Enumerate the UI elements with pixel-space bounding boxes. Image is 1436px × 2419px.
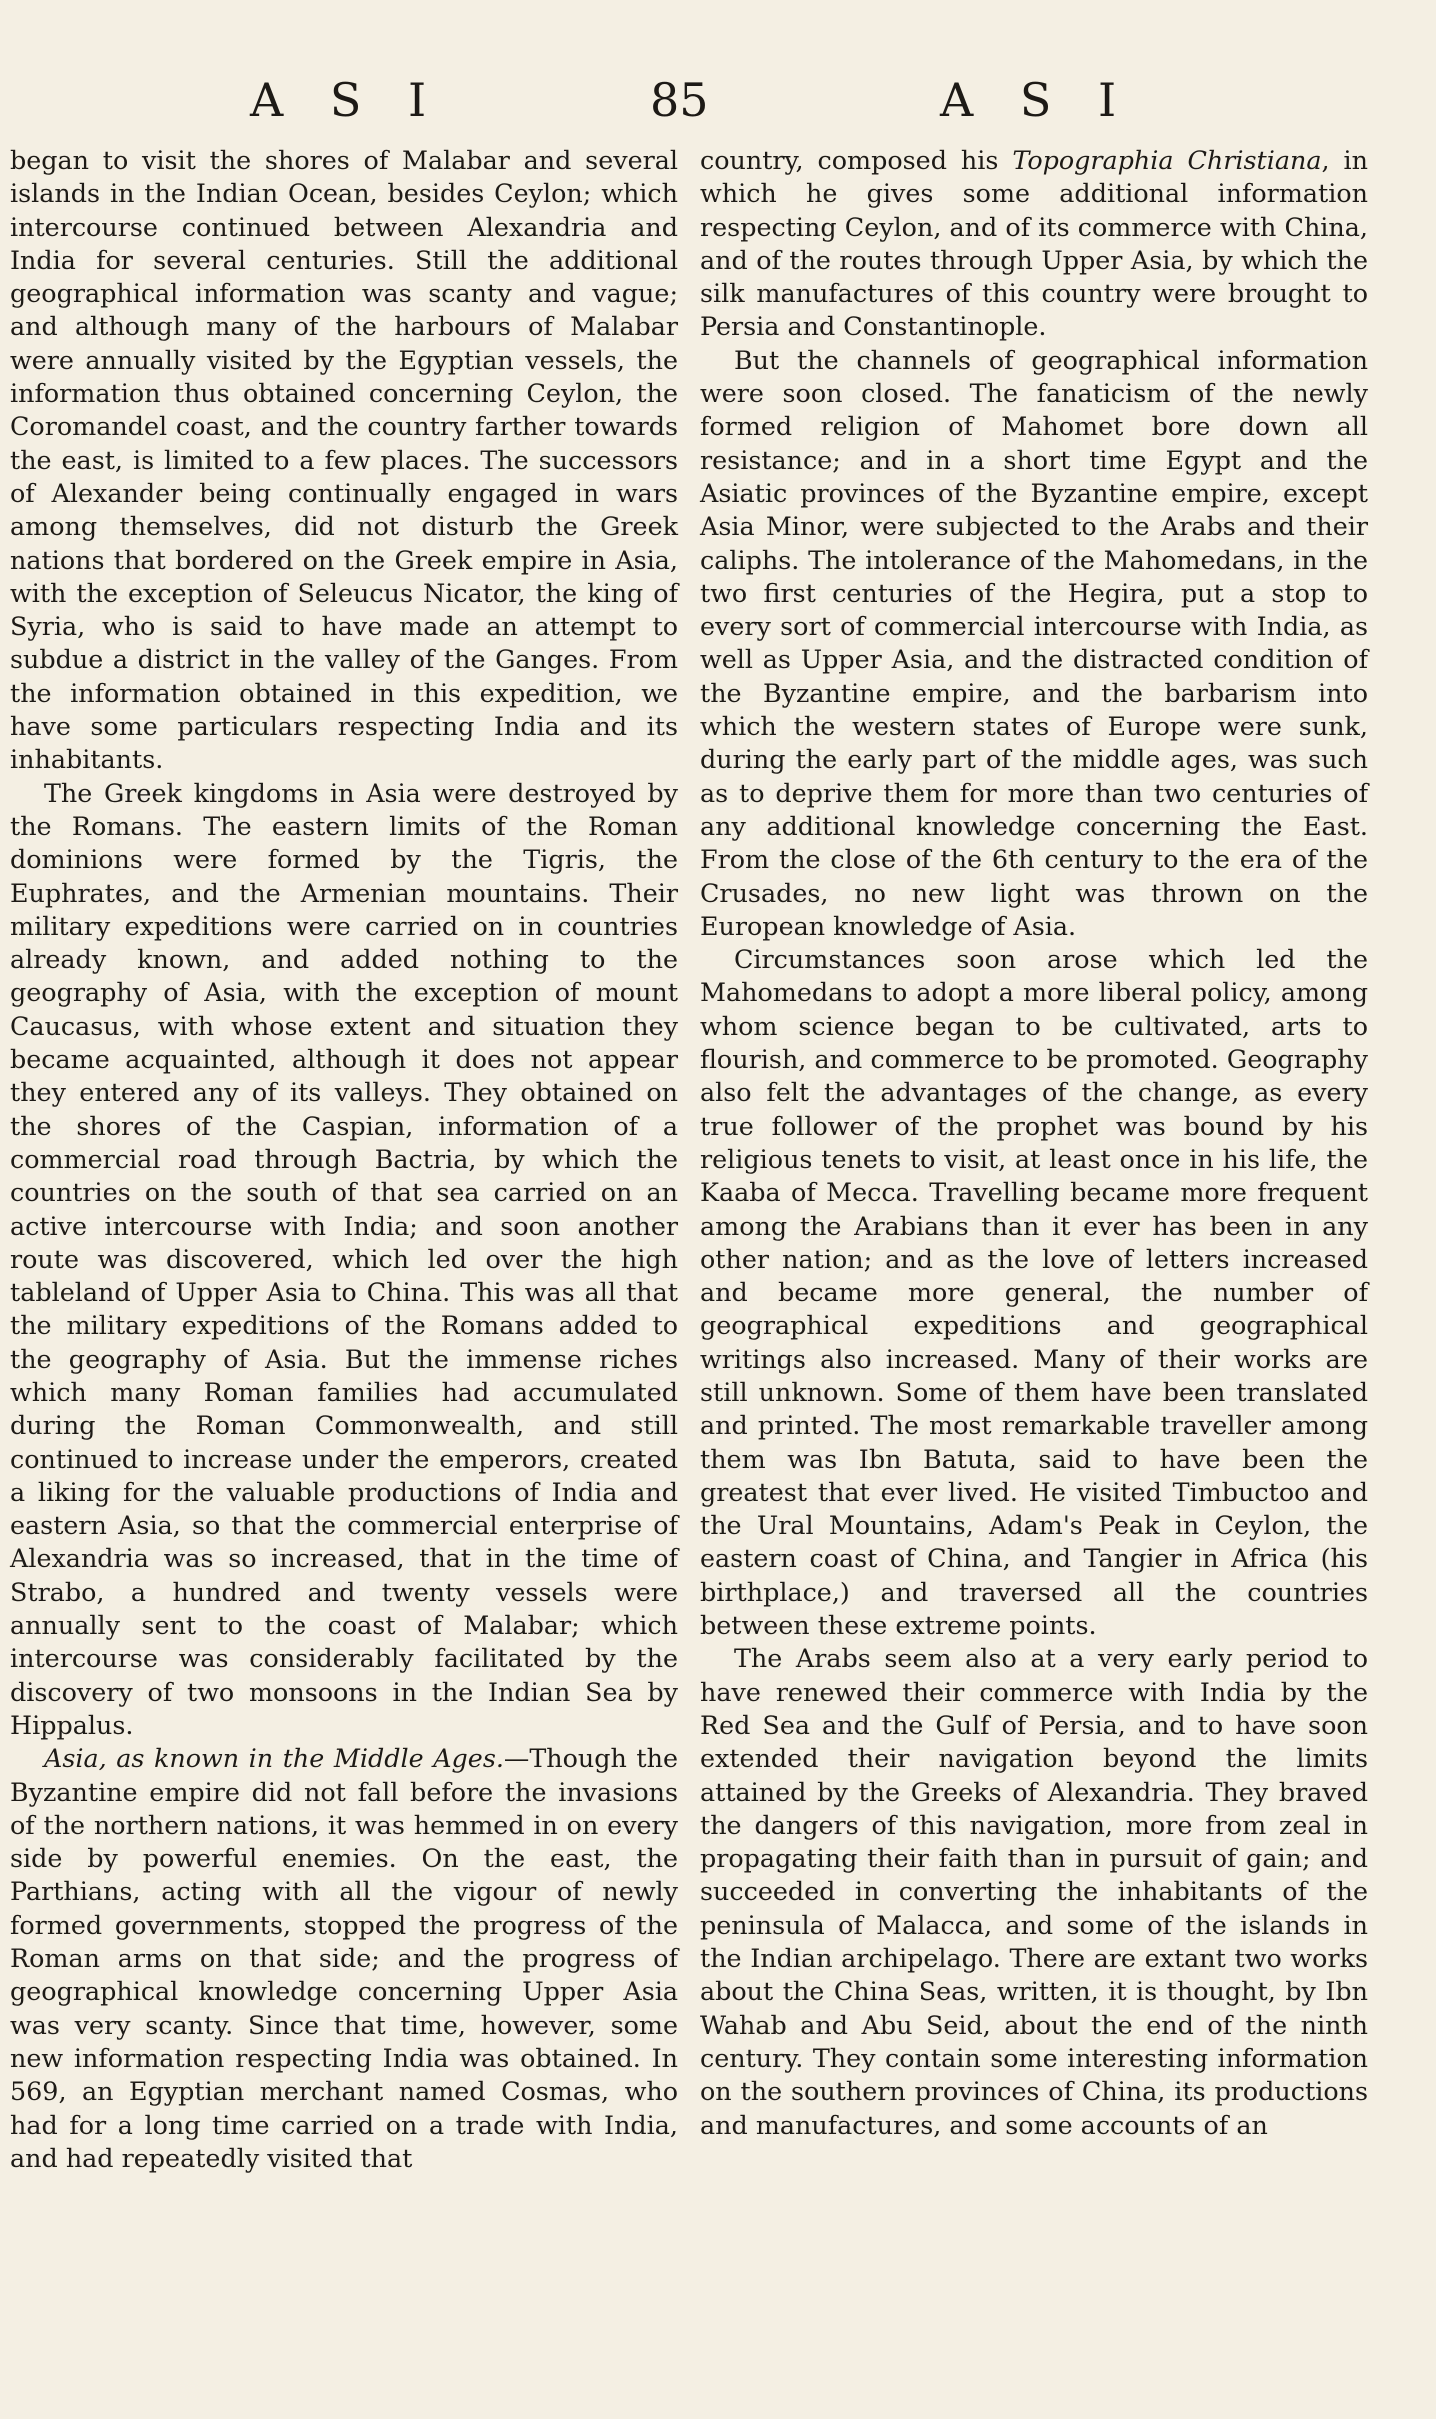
paragraph: The Arabs seem also at a very early period to have renewed their commerce with India by the Red Sea and the Gulf of Persia, and to have soon extended their navigation beyond the limits attained by the Greeks of Alexandria. They braved the dangers of this navigation, more from zeal in propagating their faith than in pursuit of gain; and succeeded in converting the inhabitants of the peninsula of Malacca, and some of the islands in the Indian archipelago. There are extant two works about the China Seas, written, it is thought, by Ibn Wahab and Abu Seid, about the end of the ninth century. They contain some interesting information on the southern provinces of China, its productions and manufactures, and some accounts of an xyxy=(700,1643,1368,2140)
paragraph: The Greek kingdoms in Asia were destroyed by the Romans. The eastern limits of the Roman dominions were formed by the Tigris, the Euphrates, and the Armenian mountains. Their military expeditions were carried on in countries already known, and added nothing to the geography of Asia, with the exception of mount Caucasus, with whose extent and situation they became acquainted, although it does not appear they entered any of its valleys. They obtained on the shores of the Caspian, information of a commercial road through Bactria, by which the countries on the south of that sea carried on an active intercourse with India; and soon another route was discovered, which led over the high tableland of Upper Asia to China. This was all that the military expeditions of the Romans added to the geography of Asia. But the immense riches which many Roman families had accumulated during the Roman Commonwealth, and still continued to increase under the emperors, created a liking for the valuable productions of India and eastern Asia, so that the commercial enterprise of Alexandria was so increased, that in the time of Strabo, a hundred and twenty vessels were annually sent to the coast of Malabar; which intercourse was considerably facilitated by the discovery of two monsoons in the Indian Sea by Hippalus. xyxy=(10,777,678,1740)
section-heading: Asia, as known in the Middle Ages. xyxy=(44,1743,504,1774)
section-paragraph xyxy=(10,1742,678,2175)
paragraph: But the channels of geographical information were soon closed. The fanaticism of the newly formed religion of Mahomet bore down all resistance; and in a short time Egypt and the Asiatic provinces of the Byzantine empire, except Asia Minor, were subjected to the Arabs and their caliphs. The intolerance of the Mahomedans, in the two first centuries of the Hegira, put a stop to every sort of commercial intercourse with India, as well as Upper Asia, and the distracted condition of the Byzantine empire, and the barbarism into which the western states of Europe were sunk, during the early part of the middle ages, was such as to deprive them for more than two centuries of any additional knowledge concerning the East. From the close of the 6th century to the era of the Crusades, no new light was thrown on the European knowledge of Asia. xyxy=(700,344,1368,941)
paragraph: Circumstances soon arose which led the Mahomedans to adopt a more liberal policy, among whom science began to be cultivated, arts to flourish, and commerce to be promoted. Geography also felt the advantages of the change, as every true follower of the prophet was bound by his religious tenets to visit, at least once in his life, the Kaaba of Mecca. Travelling became more frequent among the Arabians than it ever has been in any other nation; and as the love of letters increased and became more general, the number of geographical expeditions and geographical writings also increased. Many of their works are still unknown. Some of them have been translated and printed. The most remarkable traveller among them was Ibn Batuta, said to have been the greatest that ever lived. He visited Timbuctoo and the Ural Mountains, Adam's Peak in Ceylon, the eastern coast of China, and Tangier in Africa (his birthplace,) and traversed all the countries between these extreme points. xyxy=(700,944,1368,1641)
paragraph: began to visit the shores of Malabar and several islands in the Indian Ocean, besides Ceylon; which intercourse continued between Alexandria and India for several centuries. Still the additional geographical information was scanty and vague; and although many of the harbours of Malabar were annually visited by the Egyptian vessels, the information thus obtained concerning Ceylon, the Coromandel coast, and the country farther towards the east, is limited to a few places. The successors of Alexander being continually engaged in wars among themselves, did not disturb the Greek nations that bordered on the Greek empire in Asia, with the exception of Seleucus Nicator, the king of Syria, who is said to have made an attempt to subdue a district in the valley of the Ganges. From the information obtained in this expedition, we have some particulars respecting India and its inhabitants. xyxy=(10,145,678,775)
book-title: Topographia Christiana xyxy=(1012,145,1322,175)
running-header xyxy=(0,72,1436,132)
header-right-title: A S I xyxy=(940,73,1133,127)
right-column xyxy=(700,144,1368,2142)
page-number: 85 xyxy=(650,73,709,127)
left-column xyxy=(10,144,678,2175)
header-left-title: A S I xyxy=(250,73,443,127)
paragraph xyxy=(700,144,1368,344)
paragraph-text: —Though the Byzantine empire did not fall before the invasions of the northern nations, it was hemmed in on every side by powerful enemies. On the east, the Parthians, acting with all the vigour of newly formed governments, stopped the progress of the Roman arms on that side; and the progress of geographical knowledge concerning Upper Asia was very scanty. Since that time, however, some new information respecting India was obtained. In 569, an Egyptian merchant named Cosmas, who had for a long time carried on a trade with India, and had repeatedly visited that xyxy=(10,1743,678,2173)
paragraph-text: country, composed his xyxy=(700,145,1013,175)
paragraph-text: , in which he gives some additional information respecting Ceylon, and of its commerce with China, and of the routes through Upper Asia, by which the silk manufactures of this country were brought to Persia and Constantinople. xyxy=(700,145,1368,342)
